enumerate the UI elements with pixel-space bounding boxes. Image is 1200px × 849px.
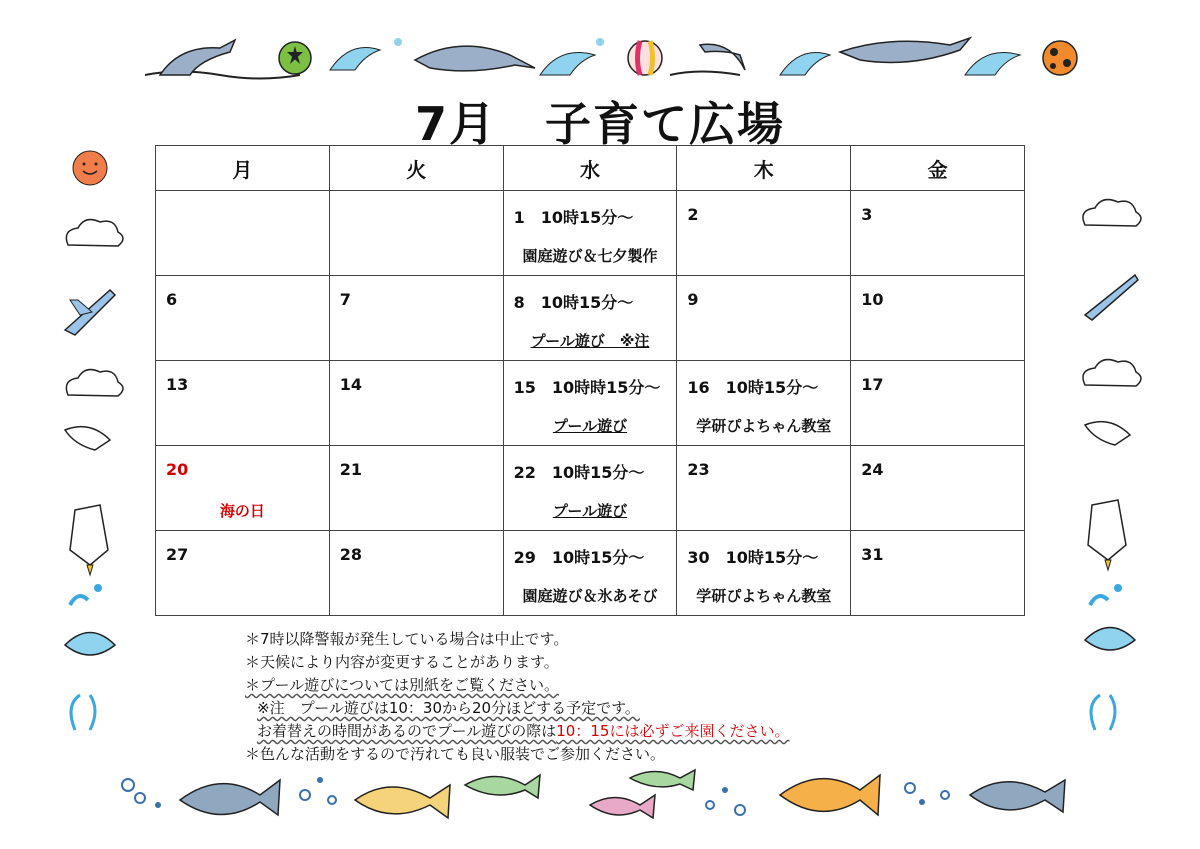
day-date: 30 10時15分～ (687, 548, 819, 567)
splash-icon (540, 38, 604, 75)
splash-icon (71, 695, 95, 730)
day-cell (503, 531, 677, 616)
note-highlight: 10：15には必ずご来園ください。 (556, 722, 790, 740)
day-cell (677, 191, 851, 276)
week-row (156, 276, 1025, 361)
day-cell (156, 531, 330, 616)
splash-icon (1090, 584, 1122, 605)
splash-icon (780, 53, 830, 76)
day-cell (851, 191, 1025, 276)
dolphin-icon (840, 38, 970, 62)
day-cell (329, 276, 503, 361)
day-date: 31 (861, 545, 884, 564)
day-date: 6 (166, 290, 178, 309)
bottom-decoration-border (110, 760, 1090, 840)
day-cell (851, 276, 1025, 361)
day-cell (851, 361, 1025, 446)
day-event: 学研ぴよちゃん教室 (696, 417, 832, 435)
ball-icon (628, 41, 662, 75)
cloud-icon (66, 220, 123, 246)
airplane-icon (1085, 275, 1138, 320)
week-row (156, 191, 1025, 276)
day-cell (851, 531, 1025, 616)
fish-icon (65, 633, 115, 656)
note-line: ＊7時以降警報が発生している場合は中止です。 (245, 630, 569, 648)
seagull-icon (1085, 422, 1130, 445)
day-cell (503, 191, 677, 276)
week-row (156, 531, 1025, 616)
day-cell (677, 446, 851, 531)
holiday-name: 海の日 (219, 502, 265, 520)
day-date: 29 10時15分～ (513, 548, 645, 567)
day-date: 22 10時15分～ (513, 463, 645, 482)
weekday-header: 火 (329, 146, 503, 191)
day-cell (677, 531, 851, 616)
dolphin-icon (415, 46, 535, 71)
note-text: お着替えの時間があるのでプール遊びの際は (257, 722, 557, 740)
day-date: 23 (687, 460, 710, 479)
day-date: 15 10時時15分～ (513, 378, 661, 397)
fish-icon (355, 785, 450, 818)
day-date: 10 (861, 290, 884, 309)
bubble-icon (300, 777, 336, 804)
note-line: ＊色んな活動をするので汚れても良い服装でご参加ください。 (245, 745, 666, 763)
ball-icon (279, 42, 311, 74)
weekday-header: 金 (851, 146, 1025, 191)
seagull-icon (70, 505, 108, 575)
day-date: 7 (339, 290, 351, 309)
day-date: 21 (339, 460, 363, 479)
day-date: 9 (687, 290, 699, 309)
day-cell (851, 446, 1025, 531)
day-event: プール遊び ※注 (530, 332, 650, 350)
day-cell (503, 361, 677, 446)
day-date: 8 10時15分～ (513, 293, 634, 312)
day-cell (329, 446, 503, 531)
day-date: 14 (339, 375, 363, 394)
day-cell (677, 361, 851, 446)
day-cell (677, 276, 851, 361)
fish-icon (970, 780, 1065, 812)
day-date: 28 (339, 545, 363, 564)
weekday-header: 月 (156, 146, 330, 191)
day-cell (156, 446, 330, 531)
day-cell (156, 276, 330, 361)
day-date: 13 (166, 375, 189, 394)
splash-icon (1091, 695, 1115, 730)
fish-icon (630, 770, 695, 790)
holiday-date: 20 (166, 460, 189, 479)
day-event: プール遊び (552, 502, 628, 520)
day-cell (156, 191, 330, 276)
day-cell (329, 531, 503, 616)
dolphin-icon (700, 44, 745, 70)
day-event: 園庭遊び＆七夕製作 (522, 247, 658, 265)
left-decoration-column (50, 140, 130, 760)
note-line: ＊天候により内容が変更することがあります。 (245, 653, 559, 671)
page-title: 7月 子育て広場 (414, 97, 785, 151)
day-date: 1 10時15分～ (513, 208, 634, 227)
day-date: 27 (166, 545, 189, 564)
splash-icon (70, 584, 102, 605)
cloud-icon (66, 370, 123, 396)
fish-icon (1085, 628, 1135, 651)
bubble-icon (905, 783, 949, 805)
day-date: 3 (861, 205, 873, 224)
weekday-header-row (156, 146, 1025, 191)
cloud-icon (1083, 360, 1141, 386)
ball-icon (1043, 41, 1077, 75)
weekday-header: 水 (503, 146, 677, 191)
calendar-table (155, 145, 1025, 616)
day-date: 16 10時15分～ (687, 378, 819, 397)
day-event: 園庭遊び＆氷あそび (522, 587, 658, 605)
sun-icon (73, 151, 107, 185)
bubble-icon (706, 787, 745, 815)
note-line (245, 720, 789, 743)
notes-section (245, 628, 789, 766)
fish-icon (465, 775, 540, 798)
fish-icon (780, 775, 880, 815)
splash-icon (330, 38, 402, 70)
seagull-icon (1088, 500, 1126, 570)
day-date: 24 (861, 460, 884, 479)
day-cell (503, 446, 677, 531)
seagull-icon (65, 427, 110, 450)
week-row (156, 446, 1025, 531)
day-cell (503, 276, 677, 361)
day-date: 2 (687, 205, 699, 224)
day-cell (329, 191, 503, 276)
day-event: プール遊び (552, 417, 628, 435)
day-cell (329, 361, 503, 446)
dolphin-icon (160, 40, 235, 75)
note-line: ＊プール遊びについては別紙をご覧ください。 (245, 676, 559, 694)
airplane-icon (65, 290, 115, 335)
weekday-header: 木 (677, 146, 851, 191)
bubble-icon (122, 779, 161, 808)
day-event: 学研ぴよちゃん教室 (696, 587, 832, 605)
fish-icon (590, 795, 655, 818)
week-row (156, 361, 1025, 446)
right-decoration-column (1070, 180, 1150, 760)
note-line: ※注 プール遊びは10：30から20分ほどする予定です。 (257, 699, 640, 717)
day-cell (156, 361, 330, 446)
top-decoration-border (140, 30, 1090, 90)
splash-icon (965, 53, 1020, 76)
cloud-icon (1083, 200, 1141, 226)
day-date: 17 (861, 375, 884, 394)
fish-icon (180, 780, 280, 815)
